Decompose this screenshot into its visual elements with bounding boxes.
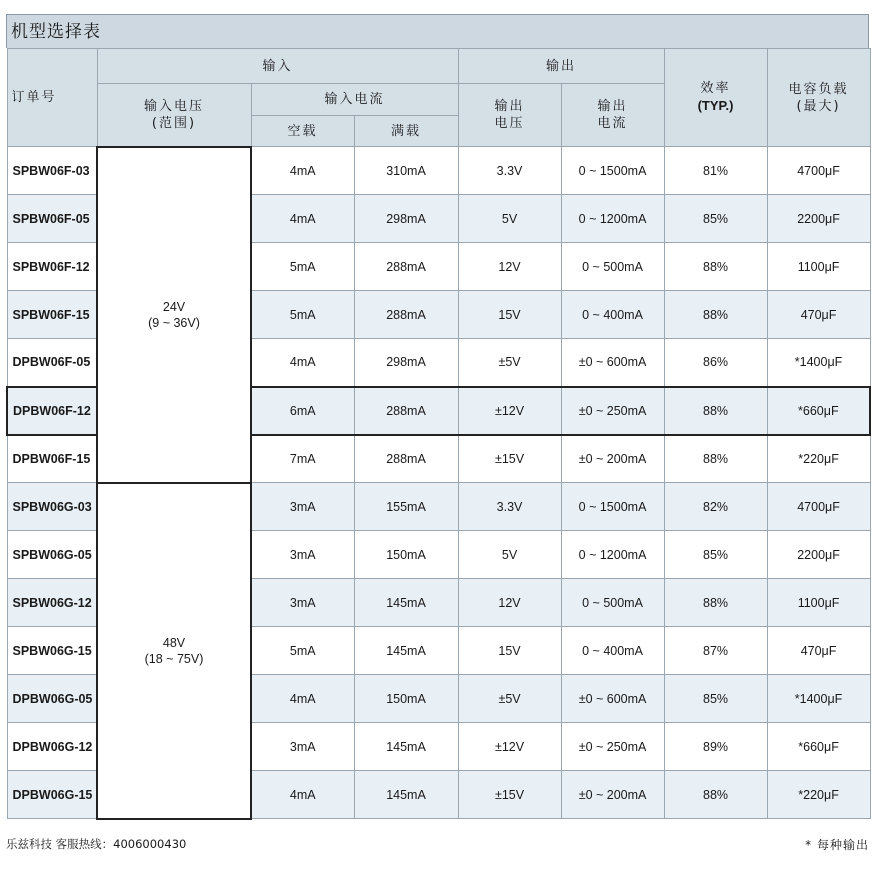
cell-capacitive-load: 4700μF — [767, 483, 870, 531]
cell-efficiency: 88% — [664, 771, 767, 819]
header-output-voltage-l1: 输出 — [494, 99, 525, 114]
input-voltage-range: (9 ~ 36V) — [148, 315, 200, 330]
header-output-voltage-l2: 电压 — [494, 116, 525, 131]
cell-capacitive-load: 470μF — [767, 291, 870, 339]
cell-output-voltage: ±5V — [458, 675, 561, 723]
cell-no-load-current: 4mA — [251, 675, 354, 723]
footer-note: * 每种输出 — [805, 838, 869, 852]
cell-efficiency: 88% — [664, 579, 767, 627]
cell-output-current: ±0 ~ 600mA — [561, 675, 664, 723]
cell-full-load-current: 145mA — [354, 723, 458, 771]
cell-efficiency: 81% — [664, 147, 767, 195]
input-voltage-range: (18 ~ 75V) — [144, 651, 204, 666]
cell-output-voltage: 3.3V — [458, 483, 561, 531]
cell-output-voltage: ±5V — [458, 339, 561, 387]
cell-efficiency: 88% — [664, 435, 767, 483]
header-input-current: 输入电流 — [251, 84, 458, 116]
cell-efficiency: 89% — [664, 723, 767, 771]
header-no-load: 空载 — [251, 116, 354, 147]
cell-efficiency: 88% — [664, 291, 767, 339]
cell-full-load-current: 298mA — [354, 195, 458, 243]
input-voltage-nominal: 24V — [162, 299, 186, 314]
header-output-current-l2: 电流 — [597, 116, 628, 131]
header-input: 输入 — [97, 49, 458, 84]
cell-output-current: ±0 ~ 600mA — [561, 339, 664, 387]
cell-output-voltage: 15V — [458, 291, 561, 339]
header-efficiency-label: 效率 — [700, 81, 731, 96]
cell-model: DPBW06G-05 — [7, 675, 97, 723]
cell-no-load-current: 3mA — [251, 579, 354, 627]
cell-no-load-current: 3mA — [251, 531, 354, 579]
model-selection-sheet — [6, 14, 869, 820]
cell-output-current: ±0 ~ 200mA — [561, 435, 664, 483]
cell-model: SPBW06F-05 — [7, 195, 97, 243]
cell-model: SPBW06F-12 — [7, 243, 97, 291]
cell-efficiency: 82% — [664, 483, 767, 531]
cell-no-load-current: 6mA — [251, 387, 354, 435]
cell-full-load-current: 145mA — [354, 579, 458, 627]
header-capacitive-load — [767, 49, 870, 147]
cell-model: SPBW06G-12 — [7, 579, 97, 627]
header-output: 输出 — [458, 49, 664, 84]
cell-full-load-current: 288mA — [354, 435, 458, 483]
header-model: 订单号 — [7, 49, 97, 147]
cell-efficiency: 85% — [664, 675, 767, 723]
cell-output-voltage: ±12V — [458, 723, 561, 771]
footer-brand-hotline: 乐兹科技 客服热线：4006000430 — [6, 837, 187, 851]
cell-full-load-current: 155mA — [354, 483, 458, 531]
cell-no-load-current: 5mA — [251, 243, 354, 291]
cell-model: DPBW06F-12 — [7, 387, 97, 435]
cell-capacitive-load: 4700μF — [767, 147, 870, 195]
cell-full-load-current: 145mA — [354, 771, 458, 819]
cell-model: SPBW06G-15 — [7, 627, 97, 675]
cell-capacitive-load: 470μF — [767, 627, 870, 675]
cell-capacitive-load: 1100μF — [767, 243, 870, 291]
cell-input-voltage-group — [97, 483, 251, 819]
cell-no-load-current: 3mA — [251, 483, 354, 531]
header-input-voltage-range: (范围) — [151, 115, 197, 131]
cell-model: SPBW06F-15 — [7, 291, 97, 339]
cell-no-load-current: 4mA — [251, 339, 354, 387]
input-voltage-nominal: 48V — [162, 635, 186, 650]
cell-efficiency: 86% — [664, 339, 767, 387]
table-title: 机型选择表 — [6, 14, 869, 48]
cell-output-current: ±0 ~ 200mA — [561, 771, 664, 819]
cell-output-current: 0 ~ 500mA — [561, 579, 664, 627]
cell-model: DPBW06G-15 — [7, 771, 97, 819]
cell-output-current: 0 ~ 1200mA — [561, 531, 664, 579]
cell-capacitive-load: *1400μF — [767, 675, 870, 723]
cell-full-load-current: 150mA — [354, 531, 458, 579]
cell-efficiency: 85% — [664, 531, 767, 579]
cell-capacitive-load: *660μF — [767, 723, 870, 771]
cell-capacitive-load: *220μF — [767, 771, 870, 819]
cell-full-load-current: 145mA — [354, 627, 458, 675]
cell-output-voltage: 5V — [458, 531, 561, 579]
cell-output-current: ±0 ~ 250mA — [561, 723, 664, 771]
cell-full-load-current: 298mA — [354, 339, 458, 387]
header-efficiency-typ: (TYP.) — [697, 98, 734, 113]
model-selection-table — [6, 48, 871, 820]
cell-output-current: 0 ~ 1200mA — [561, 195, 664, 243]
cell-output-voltage: ±15V — [458, 771, 561, 819]
cell-input-voltage-group — [97, 147, 251, 483]
header-cap-label: 电容负载 — [788, 81, 849, 97]
cell-output-voltage: 3.3V — [458, 147, 561, 195]
cell-output-current: 0 ~ 1500mA — [561, 483, 664, 531]
cell-model: SPBW06G-03 — [7, 483, 97, 531]
cell-output-voltage: 5V — [458, 195, 561, 243]
cell-no-load-current: 5mA — [251, 291, 354, 339]
cell-full-load-current: 288mA — [354, 291, 458, 339]
cell-efficiency: 87% — [664, 627, 767, 675]
cell-no-load-current: 4mA — [251, 195, 354, 243]
table-body — [7, 147, 870, 819]
cell-output-voltage: 12V — [458, 243, 561, 291]
cell-output-current: 0 ~ 400mA — [561, 627, 664, 675]
cell-capacitive-load: 2200μF — [767, 531, 870, 579]
header-input-voltage — [97, 84, 251, 147]
cell-no-load-current: 4mA — [251, 771, 354, 819]
cell-output-current: 0 ~ 1500mA — [561, 147, 664, 195]
cell-model: DPBW06F-15 — [7, 435, 97, 483]
cell-efficiency: 85% — [664, 195, 767, 243]
cell-capacitive-load: *220μF — [767, 435, 870, 483]
cell-output-voltage: ±15V — [458, 435, 561, 483]
cell-full-load-current: 310mA — [354, 147, 458, 195]
cell-output-voltage: ±12V — [458, 387, 561, 435]
header-output-current — [561, 84, 664, 147]
cell-model: DPBW06F-05 — [7, 339, 97, 387]
header-output-current-l1: 输出 — [597, 99, 628, 114]
cell-model: SPBW06G-05 — [7, 531, 97, 579]
cell-output-voltage: 12V — [458, 579, 561, 627]
header-cap-max: (最大) — [796, 98, 841, 114]
header-input-voltage-label: 输入电压 — [143, 98, 204, 114]
cell-model: SPBW06F-03 — [7, 147, 97, 195]
header-efficiency — [664, 49, 767, 147]
header-output-voltage — [458, 84, 561, 147]
cell-no-load-current: 3mA — [251, 723, 354, 771]
table-row — [7, 483, 870, 531]
cell-full-load-current: 288mA — [354, 387, 458, 435]
cell-capacitive-load: *660μF — [767, 387, 870, 435]
cell-output-current: 0 ~ 500mA — [561, 243, 664, 291]
cell-no-load-current: 4mA — [251, 147, 354, 195]
cell-output-voltage: 15V — [458, 627, 561, 675]
cell-no-load-current: 7mA — [251, 435, 354, 483]
cell-capacitive-load: *1400μF — [767, 339, 870, 387]
header-full-load: 满载 — [354, 116, 458, 147]
cell-no-load-current: 5mA — [251, 627, 354, 675]
cell-capacitive-load: 2200μF — [767, 195, 870, 243]
cell-output-current: 0 ~ 400mA — [561, 291, 664, 339]
cell-output-current: ±0 ~ 250mA — [561, 387, 664, 435]
cell-full-load-current: 288mA — [354, 243, 458, 291]
cell-efficiency: 88% — [664, 387, 767, 435]
cell-model: DPBW06G-12 — [7, 723, 97, 771]
table-row — [7, 147, 870, 195]
cell-efficiency: 88% — [664, 243, 767, 291]
cell-full-load-current: 150mA — [354, 675, 458, 723]
cell-capacitive-load: 1100μF — [767, 579, 870, 627]
